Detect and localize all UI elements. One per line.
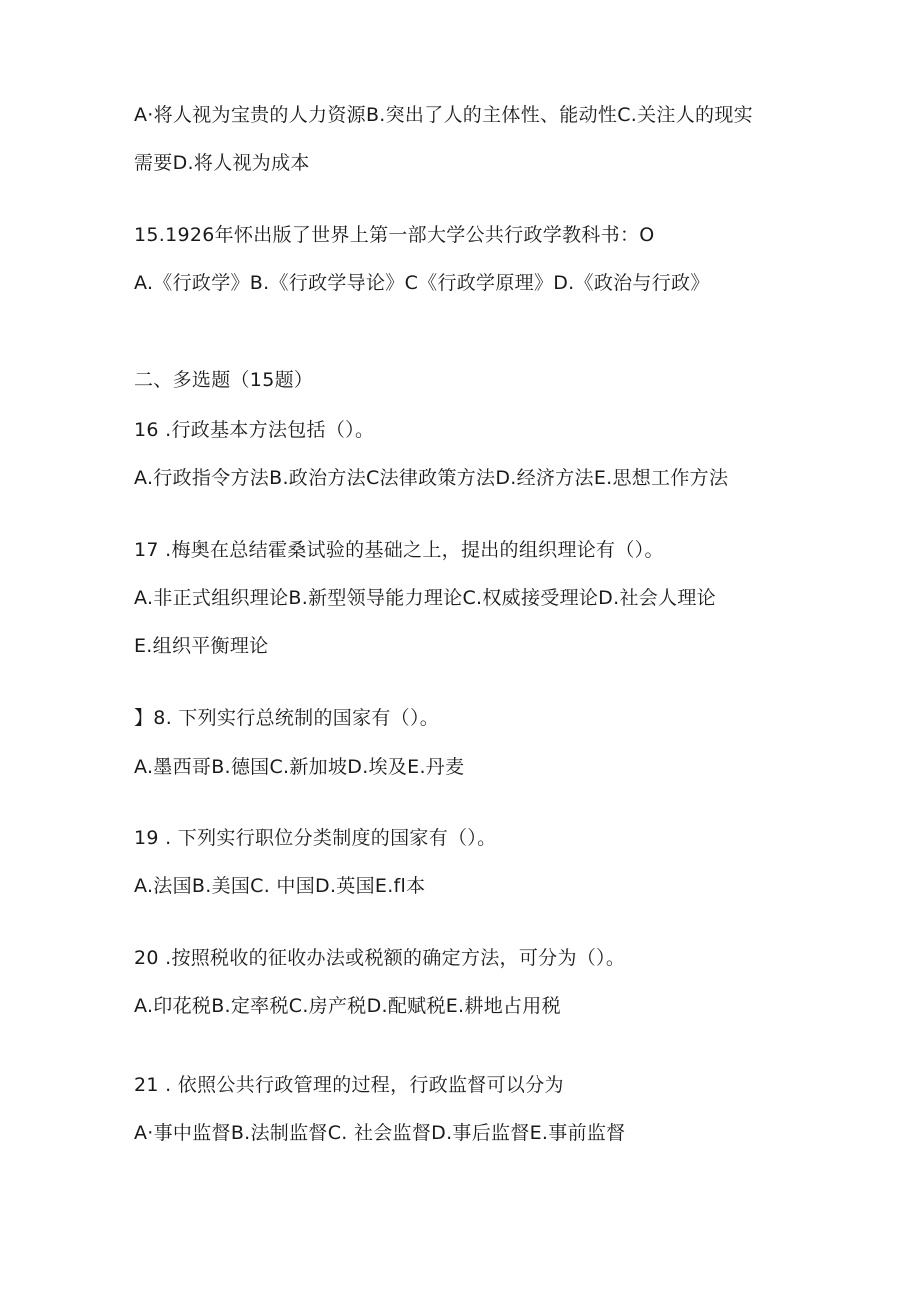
options-17: A.非正式组织理论B.新型领导能力理论C.权威接受理论D.社会人理论 — [134, 587, 716, 609]
options-16: A.行政指令方法B.政治方法C法律政策方法D.经济方法E.思想工作方法 — [134, 467, 729, 489]
question-16: 16 .行政基本方法包括（）。 — [134, 419, 375, 441]
options-19: A.法国B.美国C. 中国D.英国E.fl本 — [134, 875, 426, 897]
options-15: A.《行政学》B.《行政学导论》C《行政学原理》D.《政治与行政》 — [134, 272, 710, 294]
question-18: 】8. 下列实行总统制的国家有（）。 — [134, 707, 440, 729]
question-15: 15.1926年怀出版了世界上第一部大学公共行政学教科书：O — [134, 224, 655, 246]
options-18: A.墨西哥B.德国C.新加坡D.埃及E.丹麦 — [134, 756, 465, 778]
options-17-cont: E.组织平衡理论 — [134, 635, 269, 657]
question-20: 20 .按照税收的征收办法或税额的确定方法，可分为（）。 — [134, 947, 626, 969]
section-heading: 二、多选题（15题） — [134, 369, 314, 391]
question-21: 21 . 依照公共行政管理的过程，行政监督可以分为 — [134, 1074, 564, 1096]
question-19: 19 . 下列实行职位分类制度的国家有（）。 — [134, 827, 497, 849]
option-line-14-cont: 需要D.将人视为成本 — [134, 152, 310, 174]
options-20: A.印花税B.定率税C.房产税D.配赋税E.耕地占用税 — [134, 995, 561, 1017]
option-line-14: A·将人视为宝贵的人力资源B.突出了人的主体性、能动性C.关注人的现实 — [134, 104, 753, 126]
question-17: 17 .梅奥在总结霍桑试验的基础之上，提出的组织理论有（）。 — [134, 539, 664, 561]
options-21: A·事中监督B.法制监督C. 社会监督D.事后监督E.事前监督 — [134, 1122, 626, 1144]
